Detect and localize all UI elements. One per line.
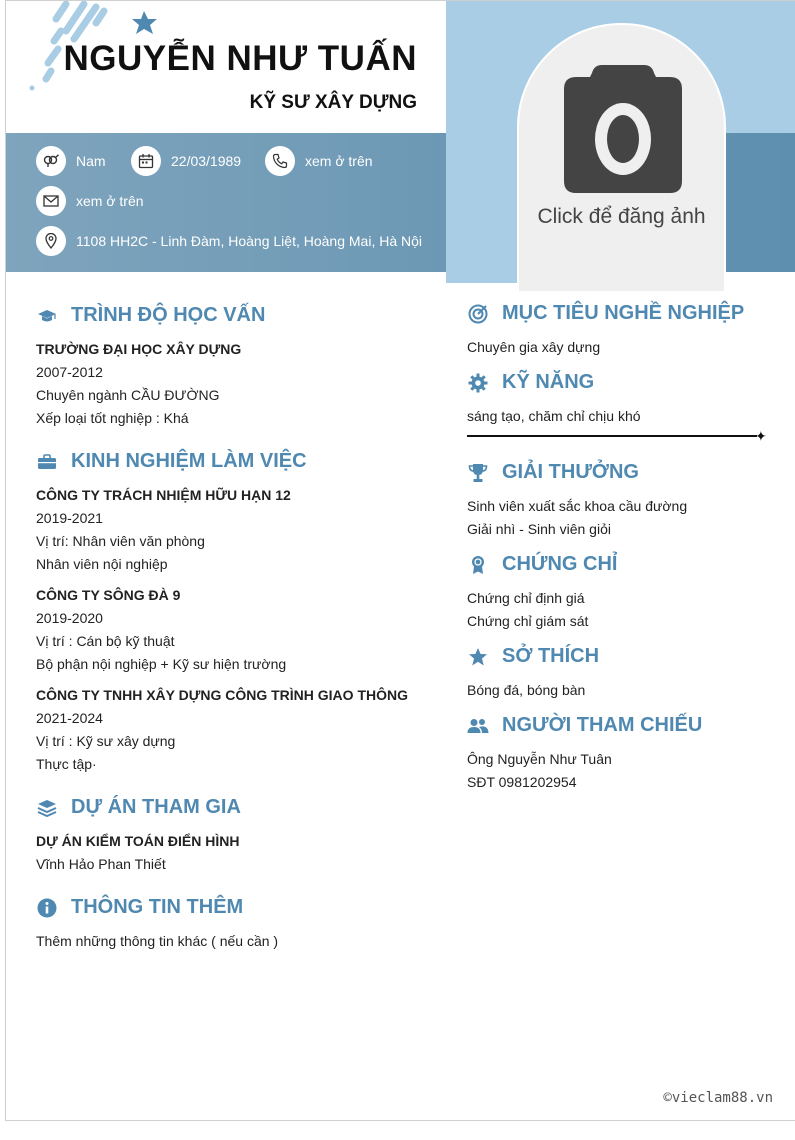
job-2-period[interactable]: 2019-2020 [36,610,103,626]
envelope-icon [36,186,66,216]
section-experience-heading[interactable] [36,450,307,473]
skill-level-bar[interactable] [467,435,757,437]
section-awards-heading[interactable] [467,461,639,484]
project-name[interactable]: DỰ ÁN KIỂM TOÁN ĐIỂN HÌNH [36,833,240,849]
job-3-company[interactable]: CÔNG TY TNHH XÂY DỰNG CÔNG TRÌNH GIAO THÔNG [36,687,408,703]
gender-icon [36,146,66,176]
phone-text: xem ở trên [305,153,373,169]
phone-icon [265,146,295,176]
email-text: xem ở trên [76,193,144,209]
section-certificates-title: CHỨNG CHỈ [502,553,618,575]
objective-text[interactable]: Chuyên gia xây dựng [467,339,601,355]
section-references-heading[interactable] [467,714,702,737]
users-icon [467,715,489,737]
education-major[interactable]: Chuyên ngành CẦU ĐƯỜNG [36,387,220,403]
trophy-icon [467,462,489,484]
education-grade[interactable]: Xếp loại tốt nghiệp : Khá [36,410,189,426]
skill-level-marker[interactable]: ✦ [755,428,767,444]
photo-upload[interactable] [517,23,726,293]
section-hobbies-heading[interactable] [467,645,599,668]
section-extra-heading[interactable] [36,896,243,919]
education-period[interactable]: 2007-2012 [36,364,103,380]
section-projects-title: DỰ ÁN THAM GIA [71,796,241,818]
award-item-1[interactable]: Sinh viên xuất sắc khoa cầu đường [467,498,688,514]
job-2-company[interactable]: CÔNG TY SÔNG ĐÀ 9 [36,587,181,603]
job-3-position[interactable]: Vị trí : Kỹ sư xây dựng [36,733,176,749]
gender-text: Nam [76,153,106,169]
birthday-item[interactable] [131,146,241,176]
section-education-heading[interactable] [36,304,265,327]
certificate-item-1[interactable]: Chứng chỉ định giá [467,590,585,606]
address-text: 1108 HH2C - Linh Đàm, Hoàng Liệt, Hoàng Mai, Hà Nội [76,233,423,249]
job-3-period[interactable]: 2021-2024 [36,710,103,726]
cv-page [5,0,795,1121]
job-1-company[interactable]: CÔNG TY TRÁCH NHIỆM HỮU HẠN 12 [36,487,291,503]
job-1-period[interactable]: 2019-2021 [36,510,103,526]
gender-item[interactable] [36,146,106,176]
award-item-2[interactable]: Giải nhì - Sinh viên giỏi [467,521,611,537]
section-experience-title: KINH NGHIỆM LÀM VIỆC [71,450,307,472]
job-1-position[interactable]: Vị trí: Nhân viên văn phòng [36,533,205,549]
section-skills-heading[interactable] [467,371,594,394]
job-3-detail[interactable]: Thực tập· [36,756,97,772]
job-2-position[interactable]: Vị trí : Cán bộ kỹ thuật [36,633,175,649]
info-icon [36,897,58,919]
project-detail[interactable]: Vĩnh Hảo Phan Thiết [36,856,166,872]
birthday-text: 22/03/1989 [171,153,242,169]
section-certificates-heading[interactable] [467,553,617,576]
hobbies-text[interactable]: Bóng đá, bóng bàn [467,682,586,698]
job-1-detail[interactable]: Nhân viên nội nghiệp [36,556,168,572]
reference-name[interactable]: Ông Nguyễn Như Tuân [467,751,612,767]
skills-text[interactable]: sáng tạo, chăm chỉ chịu khó [467,408,641,424]
email-item[interactable] [36,186,144,216]
section-objective-heading[interactable] [467,302,744,325]
section-references-title: NGƯỜI THAM CHIẾU [502,714,703,736]
job-2-detail[interactable]: Bộ phận nội nghiệp + Kỹ sư hiện trường [36,656,287,672]
location-pin-icon [36,226,66,256]
section-extra-title: THÔNG TIN THÊM [71,896,244,918]
address-item[interactable] [36,226,422,256]
reference-phone[interactable]: SĐT 0981202954 [467,774,577,790]
extra-text[interactable]: Thêm những thông tin khác ( nếu cần ) [36,933,279,949]
photo-upload-label: Click để đăng ảnh [537,205,706,228]
target-icon [467,303,489,325]
candidate-job-title[interactable]: KỸ SƯ XÂY DỰNG [249,92,417,113]
section-education-title: TRÌNH ĐỘ HỌC VẤN [71,304,266,326]
medal-icon [467,554,489,576]
calendar-icon [131,146,161,176]
section-hobbies-title: SỞ THÍCH [502,645,600,667]
education-school[interactable]: TRƯỜNG ĐẠI HỌC XÂY DỰNG [36,341,242,357]
briefcase-icon [36,451,58,473]
certificate-item-2[interactable]: Chứng chỉ giám sát [467,613,589,629]
section-awards-title: GIẢI THƯỞNG [502,461,639,483]
gear-icon [467,372,489,394]
section-skills-title: KỸ NĂNG [502,371,595,393]
section-projects-heading[interactable] [36,796,241,819]
candidate-name[interactable]: NGUYỄN NHƯ TUẤN [63,39,417,78]
section-objective-title: MỤC TIÊU NGHỀ NGHIỆP [502,302,745,324]
camera-icon [562,63,684,195]
layers-icon [36,797,58,819]
phone-item[interactable] [265,146,373,176]
graduation-cap-icon [36,305,58,327]
star-icon [467,646,489,668]
footer-watermark: ©vieclam88.vn [663,1090,773,1106]
